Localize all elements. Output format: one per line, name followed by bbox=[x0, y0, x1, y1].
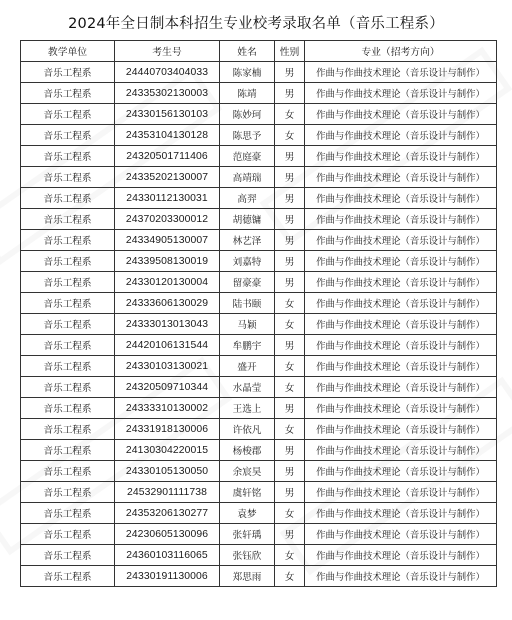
cell-gender: 男 bbox=[275, 188, 305, 209]
cell-name: 高靖瑞 bbox=[220, 167, 275, 188]
cell-name: 虞轩铭 bbox=[220, 482, 275, 503]
cell-gender: 女 bbox=[275, 314, 305, 335]
document-title: 2024年全日制本科招生专业校考录取名单（音乐工程系） bbox=[68, 16, 444, 32]
cell-gender: 女 bbox=[275, 503, 305, 524]
cell-department: 音乐工程系 bbox=[21, 167, 115, 188]
cell-name: 胡德镛 bbox=[220, 209, 275, 230]
cell-major: 作曲与作曲技术理论（音乐设计与制作） bbox=[305, 545, 497, 566]
cell-department: 音乐工程系 bbox=[21, 62, 115, 83]
cell-candidate-id: 24333310130002 bbox=[115, 398, 220, 419]
table-row bbox=[21, 356, 497, 377]
cell-name: 张轩瑀 bbox=[220, 524, 275, 545]
cell-major: 作曲与作曲技术理论（音乐设计与制作） bbox=[305, 482, 497, 503]
cell-name: 范庭豪 bbox=[220, 146, 275, 167]
cell-gender: 男 bbox=[275, 272, 305, 293]
cell-department: 音乐工程系 bbox=[21, 314, 115, 335]
table-row bbox=[21, 125, 497, 146]
cell-department: 音乐工程系 bbox=[21, 356, 115, 377]
cell-name: 盛开 bbox=[220, 356, 275, 377]
cell-gender: 男 bbox=[275, 146, 305, 167]
cell-major: 作曲与作曲技术理论（音乐设计与制作） bbox=[305, 293, 497, 314]
cell-department: 音乐工程系 bbox=[21, 377, 115, 398]
cell-name: 余宸昊 bbox=[220, 461, 275, 482]
cell-candidate-id: 24330103130021 bbox=[115, 356, 220, 377]
table-row bbox=[21, 272, 497, 293]
cell-gender: 女 bbox=[275, 545, 305, 566]
cell-candidate-id: 24333606130029 bbox=[115, 293, 220, 314]
cell-candidate-id: 24330105130050 bbox=[115, 461, 220, 482]
cell-major: 作曲与作曲技术理论（音乐设计与制作） bbox=[305, 62, 497, 83]
cell-department: 音乐工程系 bbox=[21, 83, 115, 104]
cell-gender: 男 bbox=[275, 398, 305, 419]
table-row bbox=[21, 83, 497, 104]
cell-department: 音乐工程系 bbox=[21, 440, 115, 461]
cell-department: 音乐工程系 bbox=[21, 209, 115, 230]
table-row bbox=[21, 524, 497, 545]
cell-name: 牟鹏宇 bbox=[220, 335, 275, 356]
cell-department: 音乐工程系 bbox=[21, 566, 115, 587]
cell-gender: 男 bbox=[275, 62, 305, 83]
cell-department: 音乐工程系 bbox=[21, 188, 115, 209]
cell-name: 陈妙珂 bbox=[220, 104, 275, 125]
header-name: 姓名 bbox=[220, 41, 275, 62]
table-row bbox=[21, 440, 497, 461]
table-row bbox=[21, 146, 497, 167]
table-row bbox=[21, 545, 497, 566]
table-body bbox=[21, 62, 497, 587]
cell-major: 作曲与作曲技术理论（音乐设计与制作） bbox=[305, 188, 497, 209]
cell-gender: 男 bbox=[275, 440, 305, 461]
cell-name: 马颖 bbox=[220, 314, 275, 335]
cell-department: 音乐工程系 bbox=[21, 461, 115, 482]
cell-major: 作曲与作曲技术理论（音乐设计与制作） bbox=[305, 566, 497, 587]
cell-name: 陈家楠 bbox=[220, 62, 275, 83]
cell-major: 作曲与作曲技术理论（音乐设计与制作） bbox=[305, 104, 497, 125]
cell-name: 刘嘉特 bbox=[220, 251, 275, 272]
cell-gender: 女 bbox=[275, 293, 305, 314]
cell-department: 音乐工程系 bbox=[21, 482, 115, 503]
cell-department: 音乐工程系 bbox=[21, 293, 115, 314]
cell-gender: 女 bbox=[275, 377, 305, 398]
cell-candidate-id: 24331918130006 bbox=[115, 419, 220, 440]
table-row bbox=[21, 482, 497, 503]
table-row bbox=[21, 461, 497, 482]
cell-candidate-id: 24330120130004 bbox=[115, 272, 220, 293]
table-row bbox=[21, 419, 497, 440]
cell-name: 袁梦 bbox=[220, 503, 275, 524]
cell-candidate-id: 24335302130003 bbox=[115, 83, 220, 104]
table-row bbox=[21, 230, 497, 251]
cell-candidate-id: 24370203300012 bbox=[115, 209, 220, 230]
cell-gender: 男 bbox=[275, 461, 305, 482]
cell-candidate-id: 24320509710344 bbox=[115, 377, 220, 398]
cell-candidate-id: 24330191130006 bbox=[115, 566, 220, 587]
cell-name: 张钰欣 bbox=[220, 545, 275, 566]
cell-candidate-id: 24353206130277 bbox=[115, 503, 220, 524]
cell-gender: 男 bbox=[275, 167, 305, 188]
table-row bbox=[21, 377, 497, 398]
table-row bbox=[21, 335, 497, 356]
cell-major: 作曲与作曲技术理论（音乐设计与制作） bbox=[305, 419, 497, 440]
cell-name: 王选上 bbox=[220, 398, 275, 419]
cell-gender: 女 bbox=[275, 356, 305, 377]
cell-major: 作曲与作曲技术理论（音乐设计与制作） bbox=[305, 146, 497, 167]
cell-gender: 女 bbox=[275, 125, 305, 146]
cell-name: 许依凡 bbox=[220, 419, 275, 440]
table-row bbox=[21, 293, 497, 314]
cell-major: 作曲与作曲技术理论（音乐设计与制作） bbox=[305, 167, 497, 188]
table-row bbox=[21, 104, 497, 125]
cell-department: 音乐工程系 bbox=[21, 251, 115, 272]
cell-major: 作曲与作曲技术理论（音乐设计与制作） bbox=[305, 356, 497, 377]
table-row bbox=[21, 251, 497, 272]
table-row bbox=[21, 167, 497, 188]
table-row bbox=[21, 209, 497, 230]
cell-department: 音乐工程系 bbox=[21, 146, 115, 167]
header-candidate-id: 考生号 bbox=[115, 41, 220, 62]
cell-major: 作曲与作曲技术理论（音乐设计与制作） bbox=[305, 461, 497, 482]
cell-gender: 女 bbox=[275, 419, 305, 440]
cell-candidate-id: 24330156130103 bbox=[115, 104, 220, 125]
cell-candidate-id: 24440703404033 bbox=[115, 62, 220, 83]
cell-candidate-id: 24333013013043 bbox=[115, 314, 220, 335]
cell-major: 作曲与作曲技术理论（音乐设计与制作） bbox=[305, 83, 497, 104]
cell-gender: 男 bbox=[275, 209, 305, 230]
cell-candidate-id: 24320501711406 bbox=[115, 146, 220, 167]
cell-candidate-id: 24334905130007 bbox=[115, 230, 220, 251]
cell-department: 音乐工程系 bbox=[21, 524, 115, 545]
cell-major: 作曲与作曲技术理论（音乐设计与制作） bbox=[305, 335, 497, 356]
cell-major: 作曲与作曲技术理论（音乐设计与制作） bbox=[305, 125, 497, 146]
table-row bbox=[21, 62, 497, 83]
cell-candidate-id: 24360103116065 bbox=[115, 545, 220, 566]
cell-candidate-id: 24353104130128 bbox=[115, 125, 220, 146]
cell-name: 水晶莹 bbox=[220, 377, 275, 398]
cell-name: 林艺泽 bbox=[220, 230, 275, 251]
table-row bbox=[21, 314, 497, 335]
cell-candidate-id: 24330112130031 bbox=[115, 188, 220, 209]
cell-major: 作曲与作曲技术理论（音乐设计与制作） bbox=[305, 377, 497, 398]
cell-candidate-id: 24130304220015 bbox=[115, 440, 220, 461]
cell-department: 音乐工程系 bbox=[21, 419, 115, 440]
cell-department: 音乐工程系 bbox=[21, 125, 115, 146]
cell-department: 音乐工程系 bbox=[21, 545, 115, 566]
cell-department: 音乐工程系 bbox=[21, 272, 115, 293]
cell-name: 陈思予 bbox=[220, 125, 275, 146]
header-department: 教学单位 bbox=[21, 41, 115, 62]
cell-major: 作曲与作曲技术理论（音乐设计与制作） bbox=[305, 209, 497, 230]
cell-candidate-id: 24335202130007 bbox=[115, 167, 220, 188]
cell-department: 音乐工程系 bbox=[21, 503, 115, 524]
table-row bbox=[21, 503, 497, 524]
cell-name: 留豪豪 bbox=[220, 272, 275, 293]
table-header-row bbox=[21, 41, 497, 62]
table-row bbox=[21, 188, 497, 209]
cell-candidate-id: 24230605130096 bbox=[115, 524, 220, 545]
cell-major: 作曲与作曲技术理论（音乐设计与制作） bbox=[305, 230, 497, 251]
cell-candidate-id: 24339508130019 bbox=[115, 251, 220, 272]
cell-major: 作曲与作曲技术理论（音乐设计与制作） bbox=[305, 398, 497, 419]
cell-gender: 女 bbox=[275, 566, 305, 587]
header-major: 专业（招考方向） bbox=[305, 41, 497, 62]
cell-major: 作曲与作曲技术理论（音乐设计与制作） bbox=[305, 503, 497, 524]
table-row bbox=[21, 566, 497, 587]
cell-gender: 男 bbox=[275, 524, 305, 545]
cell-major: 作曲与作曲技术理论（音乐设计与制作） bbox=[305, 440, 497, 461]
cell-major: 作曲与作曲技术理论（音乐设计与制作） bbox=[305, 314, 497, 335]
cell-candidate-id: 24532901111738 bbox=[115, 482, 220, 503]
cell-gender: 男 bbox=[275, 335, 305, 356]
cell-candidate-id: 24420106131544 bbox=[115, 335, 220, 356]
admission-list-table bbox=[20, 40, 497, 587]
cell-department: 音乐工程系 bbox=[21, 398, 115, 419]
cell-department: 音乐工程系 bbox=[21, 230, 115, 251]
header-gender: 性别 bbox=[275, 41, 305, 62]
cell-major: 作曲与作曲技术理论（音乐设计与制作） bbox=[305, 272, 497, 293]
cell-gender: 男 bbox=[275, 230, 305, 251]
cell-gender: 男 bbox=[275, 83, 305, 104]
cell-gender: 男 bbox=[275, 482, 305, 503]
cell-gender: 男 bbox=[275, 251, 305, 272]
cell-name: 郑思雨 bbox=[220, 566, 275, 587]
cell-name: 高羿 bbox=[220, 188, 275, 209]
cell-department: 音乐工程系 bbox=[21, 335, 115, 356]
cell-major: 作曲与作曲技术理论（音乐设计与制作） bbox=[305, 524, 497, 545]
cell-department: 音乐工程系 bbox=[21, 104, 115, 125]
cell-major: 作曲与作曲技术理论（音乐设计与制作） bbox=[305, 251, 497, 272]
cell-name: 陈靖 bbox=[220, 83, 275, 104]
table-row bbox=[21, 398, 497, 419]
cell-name: 杨梭郡 bbox=[220, 440, 275, 461]
cell-gender: 女 bbox=[275, 104, 305, 125]
cell-name: 陆书颐 bbox=[220, 293, 275, 314]
